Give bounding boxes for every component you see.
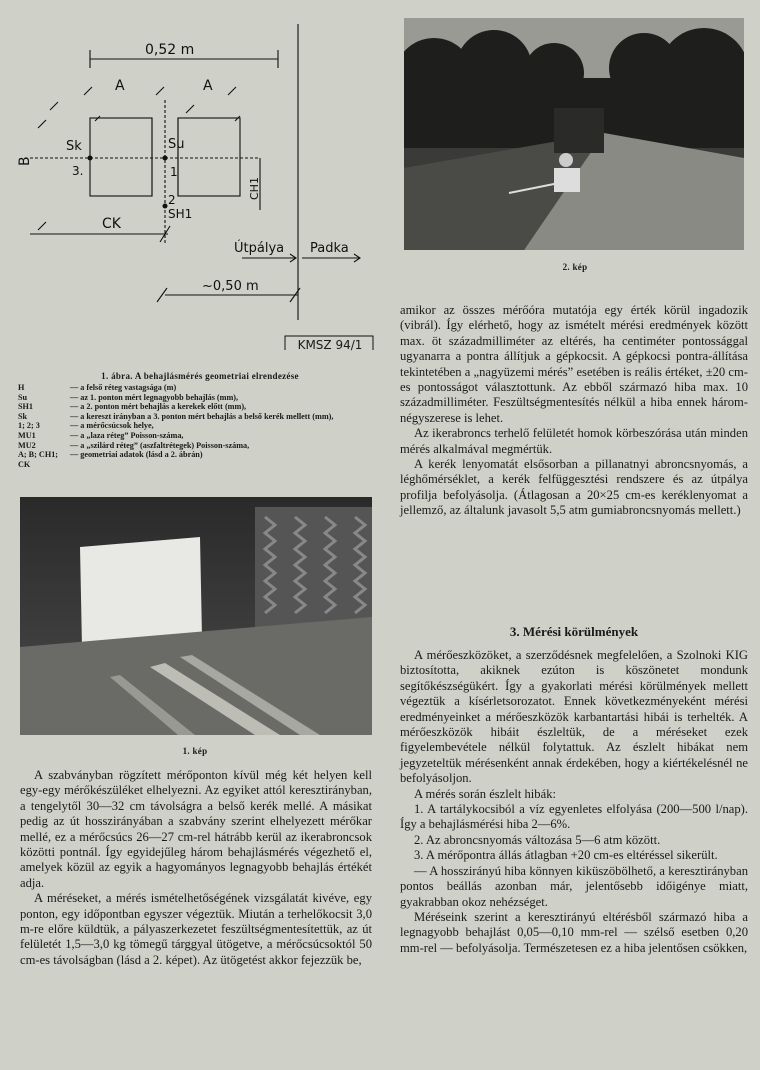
paragraph: A szabványban rögzített mérőponton kívül még két helyen kell egy-egy mérőkészüléket elhelyezni. Az egyiket attól keresztirányban, a tengelytől 30—32 cm távolságra a belső kerék mellé. A másikat pedig az út hosszirányában a szabvány szerint elhelyezett mérőkar mellé, ez a mérőcsúcs 26—27 cm-rel hátrább kerül az ikerabroncsok közötti pontnál. Így egyidejűleg három behajlásmérés végezhető el, amelyek közül az egyik a hagyományos legnagyobb behajlás értékét adja. [20,768,372,890]
paragraph: 2. Az abroncsnyomás változása 5—6 atm között. [414,832,661,847]
paragraph: amikor az összes mérőóra mutatója egy érték körül ingadozik (vibrál). Így elérhető, hogy az ismételt mérési eredmények között max. öt századmilliméter az eltérés, ha centiméter pontossággal ugyanarra a pontra állítjuk a gépkocsit. A gépkocsi pontra-állítása tekintetében a „nagyüzemi mérés” esetében is reális értéket, ±20 cm-es pontosságot választottunk. Az ebből származó hiba max. 10 századmilliméter. Feszültségmentesítés nélkül a hiba ennek három-négyszerese is lehet. [400,303,748,425]
legend-row: MU2 — a „szilárd réteg” (aszfaltrétegek) Poisson-száma, [18,440,250,450]
label-padka: Padka [310,241,349,256]
label-ck: CK [102,216,121,232]
label-utpalya: Útpálya [234,241,285,256]
legend [18,383,373,469]
photo-2-image [404,18,744,250]
label-dim-bottom: ~0,50 m [202,279,259,294]
label-point-3: 3. [72,164,84,178]
photo-1-image [20,497,372,735]
label-sk: Sk [66,139,82,154]
label-point-1: 1 [170,165,178,179]
paragraph: A kerék lenyomatát elsősorban a pillanatnyi abroncsnyomás, a léghőmérséklet, a kerék felfüggesztési rendszere és az útpálya profilja befolyásolja. (Átlagosan a 20×25 cm-es keréklenyomat a jellemző, az általunk javasolt 5,5 atm gumiabroncsnyomás mellett.) [400,457,748,518]
legend-row: H — a felső réteg vastagsága (m) [18,383,177,392]
label-ch1: CH1 [248,177,261,200]
photo-2 [404,18,744,250]
paragraph: Az ikerabroncs terhelő felületét homok körbeszórása után minden mérés alkalmával megmértük. [400,426,748,456]
legend-row: A; B; CH1; CK — geometriai adatok (lásd a 2. ábrán) [18,450,203,469]
legend-row: 1; 2; 3 — a mérőcsúcsok helye, [18,421,154,431]
label-su: Su [168,137,185,152]
legend-row: SH1 — a 2. ponton mért behajlás a kerekek előtt (mm), [18,402,247,412]
photo-2-caption: 2. kép [562,262,588,272]
photo-1-caption: 1. kép [182,746,208,756]
paragraph: A mérőeszközöket, a szerződésnek megfelelően, a Szolnoki KIG biztosította, akiknek ezúton is köszönetet mondunk segítőkészségükért. Így a gyakorlati mérési körülmények mellett végeztük a kísérletsorozatot. Ennek következményeként mérési eredményeinket a mérőeszközök karbantartási hibái is terhelték. A mérőeszközök hibáit észleltük, de a méréseket ezek figyelembevétele nélkül folytattuk. Az észlelt hibákat nem jegyzeteltük mérésenként annak érdekében, hogy a kiértékelésnél ne befolyásoljon. [400,648,748,786]
label-b: B [17,156,33,166]
label-point-2: 2 [168,193,176,207]
stamp: KMSZ 94/1 [297,338,363,352]
paragraph: Méréseink szerint a keresztirányú eltérésből származó hiba a legnagyobb behajlást 0,05—0,10 mm-rel — szélső esetben 0,20 mm-rel — befolyásolja. Természetesen ez a hiba jelentősen csökken, [400,909,748,955]
legend-row: MU1 — a „laza réteg” Poisson-száma, [18,430,184,440]
paragraph: 3. A mérőpontra állás átlagban +20 cm-es eltéréssel sikerült. [414,848,718,863]
label-dim-top: 0,52 m [145,42,195,58]
paragraph: 1. A tartálykocsiból a víz egyenletes elfolyása (200—500 l/nap). Így a behajlásmérési hiba 2—6%. [400,802,748,832]
legend-row: Sk — a kereszt irányban a 3. ponton mért behajlás a belső kerék mellett (mm), [18,411,334,421]
measurement-geometry-diagram [10,20,380,350]
figure-caption: 1. ábra. A behajlásmérés geometriai elrendezése [101,371,299,381]
paragraph: A mérés során észlelt hibák: [414,786,556,801]
legend-row: Su — az 1. ponton mért legnagyobb behajlás (mm), [18,392,239,402]
label-a-left: A [115,78,125,94]
right-column-text-bottom [400,648,748,956]
label-sh1: SH1 [168,207,193,221]
photo-1 [20,497,372,735]
paragraph: A méréseket, a mérés ismételhetőségének vizsgálatát kivéve, egy ponton, egy időpontban egyszer végeztük. Miután a terhelőkocsit 3,0 m-re előre küldtük, a pályaszerkezetet feszültségmentesítettük, az út felületét 1,5—3,0 kg tömegű tárggyal ütögetve, a mérőcsúcsoktól 50 cm-es távolságban (lásd a 2. képet). Az ütögetést akkor fejezzük be, [20,891,372,967]
label-a-right: A [203,78,213,94]
right-column-text-top [400,303,748,519]
paragraph: — A hosszirányú hiba könnyen kiküszöbölhető, a keresztirányban pontos beállás azonban már, jelentősebb időigénye miatt, gyakrabban okoz nehézséget. [400,863,748,909]
left-column-text [20,768,372,968]
section-heading: 3. Mérési körülmények [509,624,639,639]
